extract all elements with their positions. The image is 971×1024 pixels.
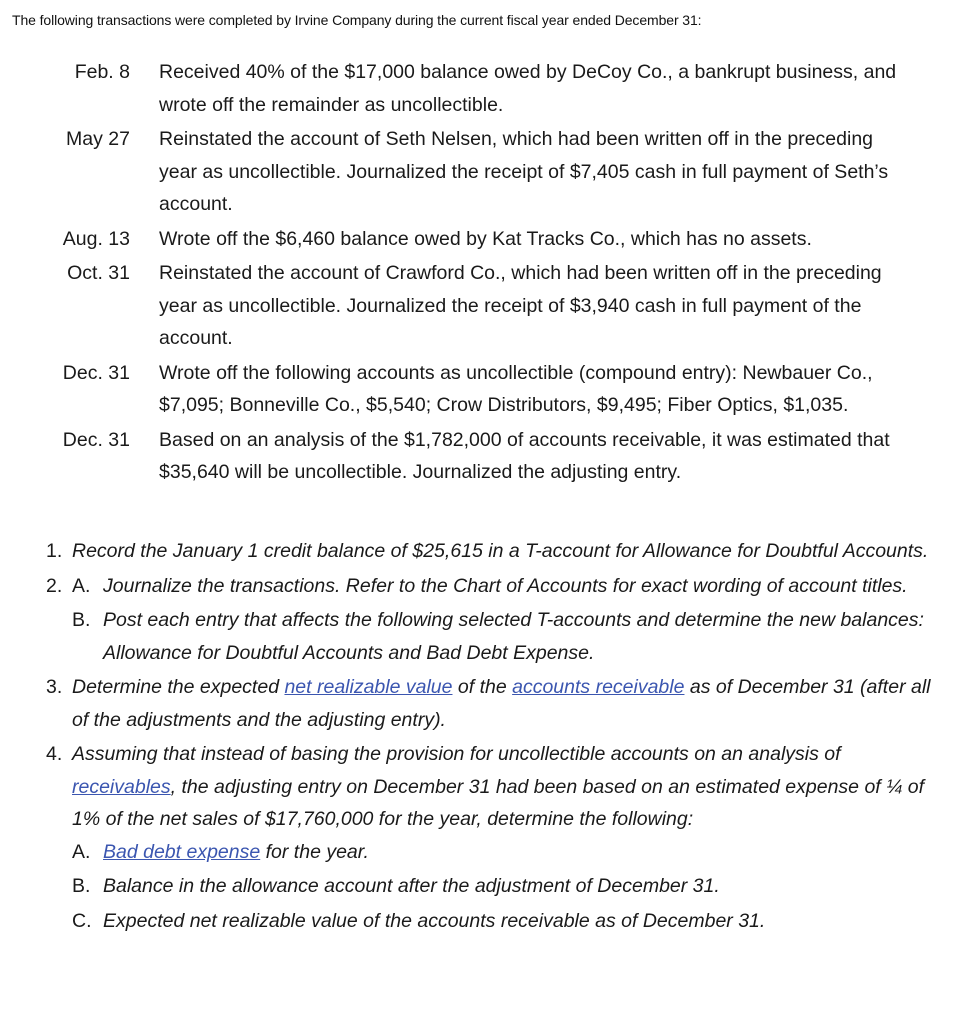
question-number: 4. — [46, 743, 63, 765]
sub-text: Post each entry that affects the following selected T-accounts and determine the new balances: Allowance for Doubtful Accounts and Bad Debt Expense. — [103, 609, 924, 664]
transaction-description: Wrote off the $6,460 balance owed by Kat Tracks Co., which has no assets. — [159, 227, 812, 250]
question-number: 2. — [46, 574, 63, 597]
question-text: Determine the expected — [72, 676, 285, 698]
question-2 — [46, 570, 946, 670]
question-1 — [46, 535, 946, 568]
sub-text: Journalize the transactions. Refer to the Chart of Accounts for exact wording of account titles. — [103, 574, 908, 597]
sub-letter: B. — [72, 609, 91, 631]
transaction-date: Oct. 31 — [67, 262, 130, 284]
question-text: , the adjusting entry on December 31 had been based on an estimated expense of ¼ of 1% of the net sales of $17,760,000 for the year, determine the following: — [72, 775, 925, 830]
transaction-row — [0, 123, 971, 221]
intro-text: The following transactions were completed by Irvine Company during the current fiscal year ended December 31: — [12, 12, 702, 28]
question-text: of the — [452, 676, 513, 698]
sub-text: Balance in the allowance account after the adjustment of December 31. — [103, 875, 720, 897]
transaction-row — [0, 223, 971, 256]
sub-letter: A. — [72, 574, 91, 597]
transaction-row — [0, 257, 971, 355]
sub-letter: A. — [72, 840, 91, 863]
question-3 — [46, 671, 946, 736]
questions-list — [46, 535, 946, 939]
transaction-row — [0, 357, 971, 422]
question-4a — [72, 836, 946, 869]
transaction-row — [0, 56, 971, 121]
question-4c — [72, 905, 946, 938]
sub-letter: C. — [72, 909, 92, 932]
transaction-description: Based on an analysis of the $1,782,000 of accounts receivable, it was estimated that $35,640 will be uncollectible. Journalized the adjusting entry. — [159, 428, 890, 483]
transaction-date: Dec. 31 — [62, 361, 130, 384]
transaction-description: Wrote off the following accounts as uncollectible (compound entry): Newbauer Co., $7,095; Bonneville Co., $5,540; Crow Distributors, $9,495; Fiber Optics, $1,035. — [159, 361, 873, 416]
question-text: Assuming that instead of basing the provision for uncollectible accounts on an analysis of — [72, 743, 841, 765]
question-4 — [46, 738, 946, 937]
transaction-date: Aug. 13 — [62, 227, 130, 250]
sub-text: Expected net realizable value of the accounts receivable as of December 31. — [103, 909, 766, 932]
question-2a — [72, 570, 946, 603]
transaction-description: Received 40% of the $17,000 balance owed by DeCoy Co., a bankrupt business, and wrote off the remainder as uncollectible. — [159, 61, 897, 116]
transactions-list — [0, 56, 971, 491]
net-realizable-value-link[interactable]: net realizable value — [284, 676, 453, 698]
bad-debt-expense-link[interactable]: Bad debt expense — [103, 840, 261, 863]
question-2b — [72, 604, 946, 669]
transaction-description: Reinstated the account of Crawford Co., which had been written off in the preceding year as uncollectible. Journalized the receipt of $3,940 cash in full payment of the account. — [159, 262, 882, 349]
transaction-description: Reinstated the account of Seth Nelsen, which had been written off in the preceding year as uncollectible. Journalized the receipt of $7,405 cash in full payment of Seth’s account. — [159, 128, 889, 215]
question-number: 1. — [46, 540, 63, 562]
receivables-link[interactable]: receivables — [72, 775, 171, 798]
accounts-receivable-link[interactable]: accounts receivable — [512, 676, 685, 698]
sub-text: for the year. — [260, 840, 369, 863]
question-4b — [72, 870, 946, 903]
sub-letter: B. — [72, 875, 91, 897]
transaction-date: May 27 — [66, 128, 130, 150]
question-number: 3. — [46, 676, 63, 698]
transaction-date: Feb. 8 — [74, 61, 130, 83]
question-text: as of December 31 (after all of the adjustments and the adjusting entry). — [72, 676, 931, 731]
question-text: Record the January 1 credit balance of $25,615 in a T-account for Allowance for Doubtful Accounts. — [72, 540, 929, 562]
transaction-row — [0, 424, 971, 489]
transaction-date: Dec. 31 — [62, 428, 130, 451]
